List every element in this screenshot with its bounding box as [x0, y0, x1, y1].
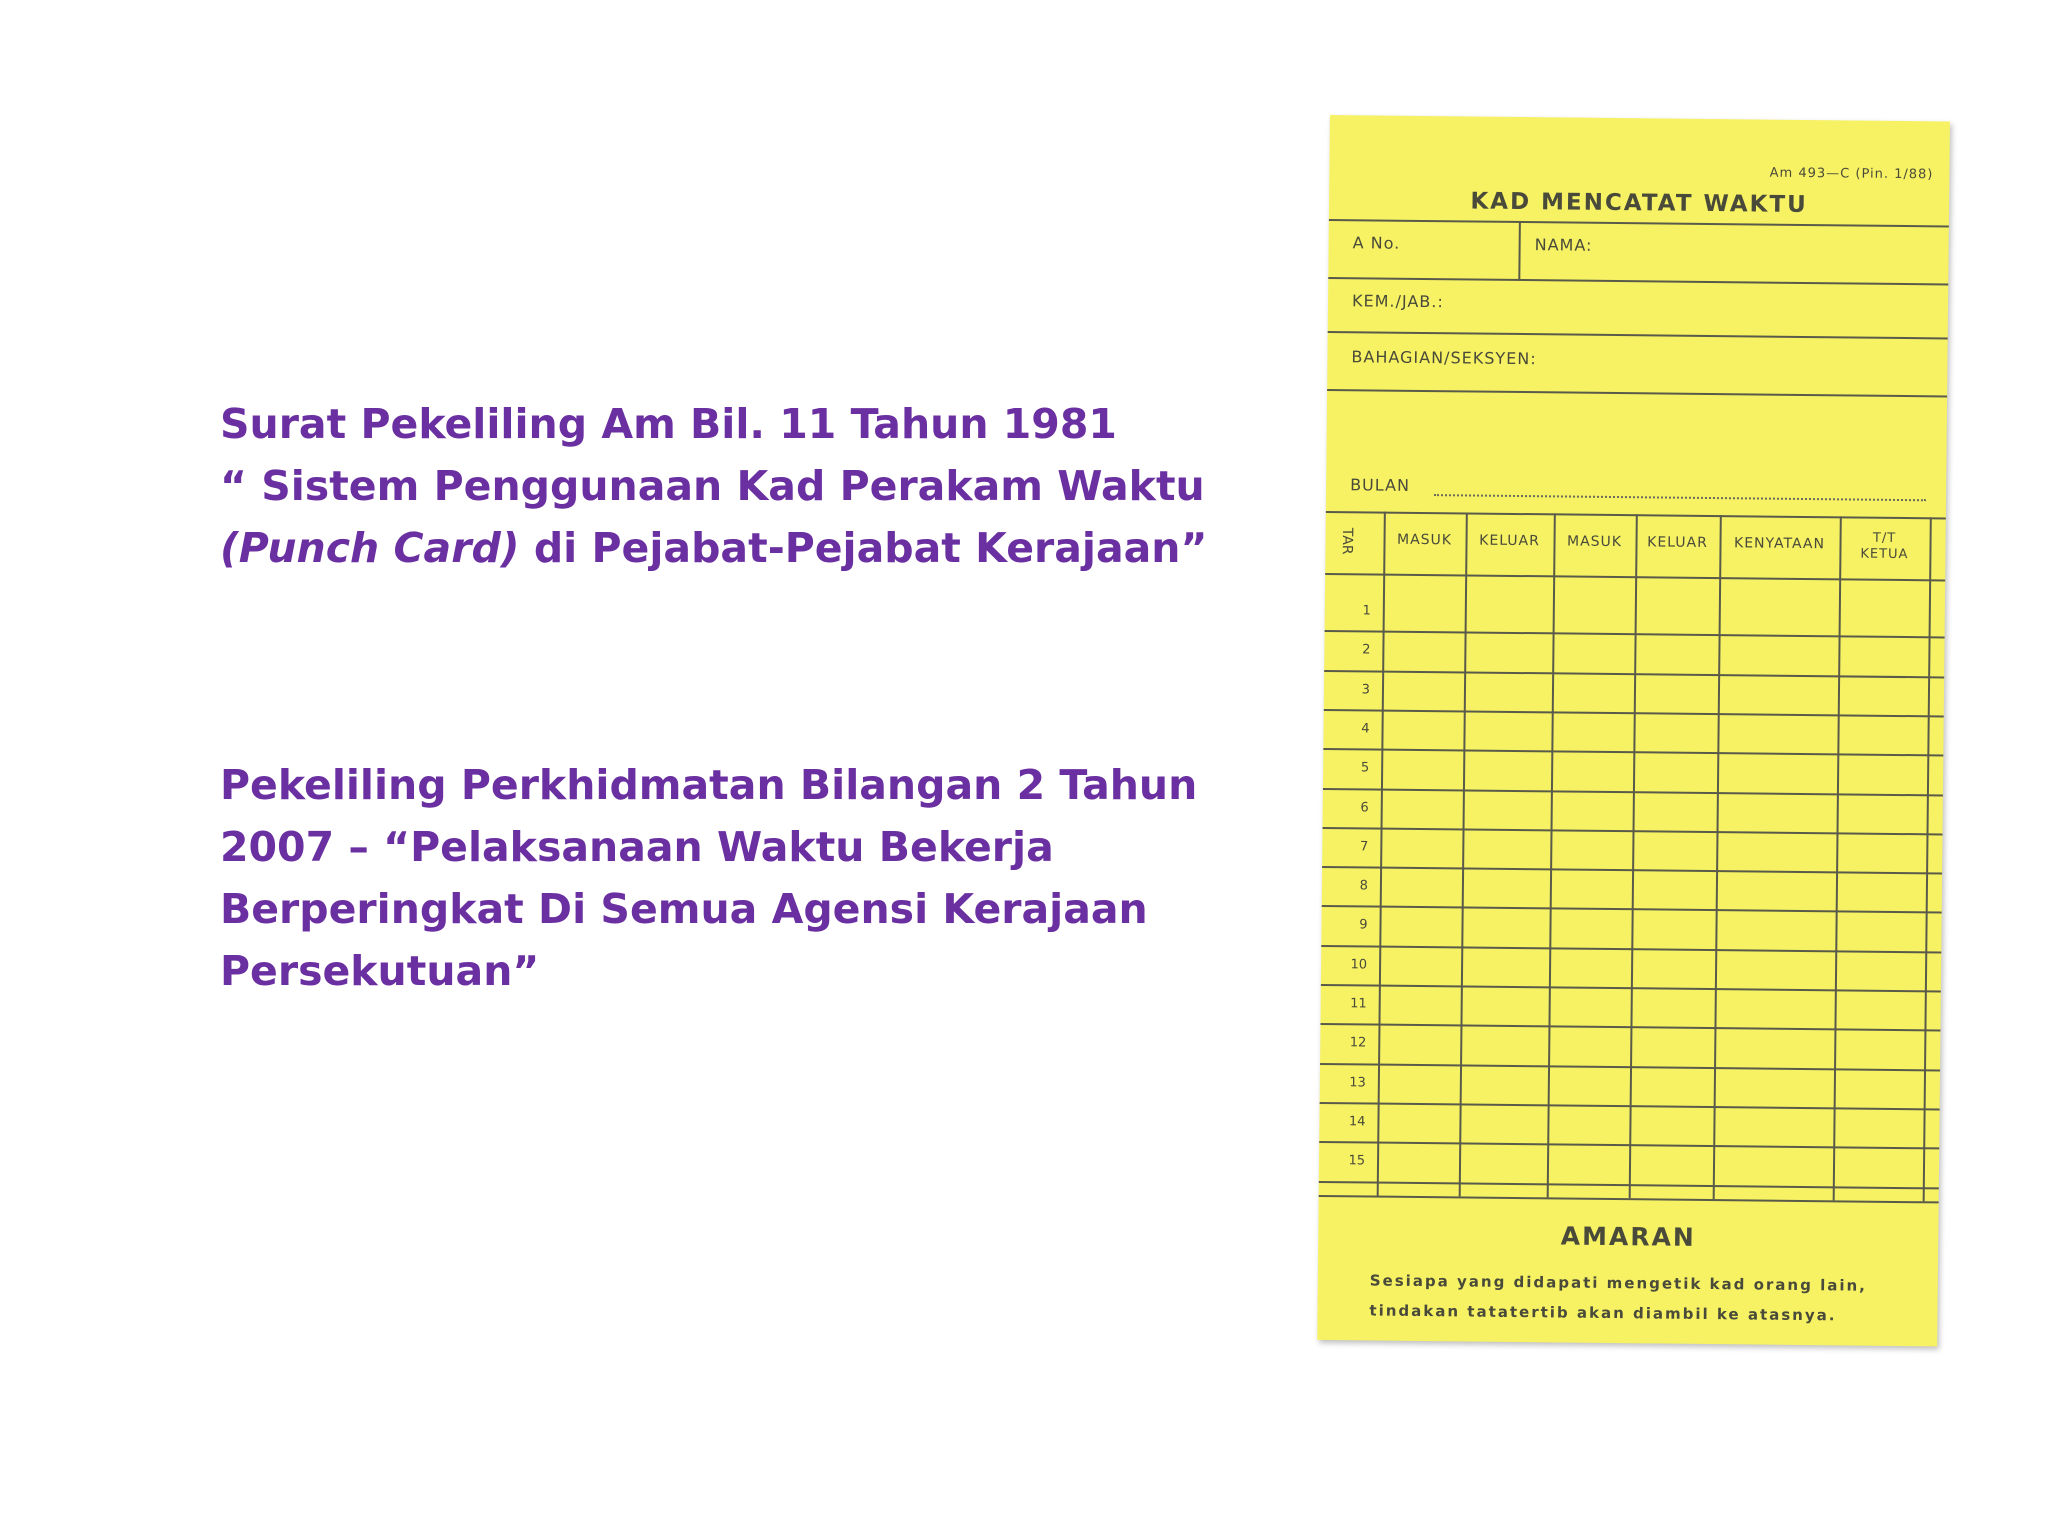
circular-1981-text: [220, 393, 1207, 579]
form-reference: Am 493—C (Pin. 1/88): [1769, 165, 1934, 183]
grid-column-line: [1833, 516, 1842, 1200]
circular-2007-line4: Persekutuan”: [220, 947, 540, 995]
row-number: 9: [1359, 917, 1368, 933]
grid-column-line: [1547, 513, 1556, 1197]
col-header-keluar-1: KELUAR: [1479, 532, 1540, 550]
time-card-image: [1317, 115, 1950, 1346]
col-header-kenyataan: KENYATAAN: [1733, 535, 1826, 553]
row-number: 12: [1349, 1035, 1367, 1051]
warning-title: AMARAN: [1560, 1221, 1696, 1252]
col-header-ketua: KETUA: [1860, 546, 1909, 563]
grid-column-line: [1923, 517, 1932, 1201]
circular-2007-line2: 2007 – “Pelaksanaan Waktu Bekerja: [220, 823, 1054, 871]
col-header-tt-ketua: [1839, 530, 1929, 563]
row-number: 8: [1359, 878, 1369, 894]
row-number: 2: [1362, 642, 1371, 658]
row-number: 13: [1349, 1074, 1366, 1091]
grid-column-line: [1459, 512, 1468, 1196]
field-a-no: A No.: [1352, 233, 1401, 253]
warning-text-line1: Sesiapa yang didapati mengetik kad orang lain,: [1369, 1271, 1867, 1295]
row-number: 3: [1361, 681, 1371, 698]
row-number: 7: [1359, 839, 1369, 855]
row-number: 4: [1361, 721, 1370, 737]
row-number: 14: [1348, 1114, 1366, 1130]
bulan-dotted-line: [1434, 494, 1926, 501]
divider: [1328, 277, 1948, 285]
field-kem-jab: KEM./JAB.:: [1351, 291, 1444, 312]
circular-1981-title: Surat Pekeliling Am Bil. 11 Tahun 1981: [220, 400, 1117, 448]
col-header-masuk-2: MASUK: [1566, 533, 1623, 551]
grid-column-line: [1713, 515, 1722, 1199]
field-bulan: BULAN: [1350, 475, 1411, 495]
divider: [1518, 221, 1521, 279]
row-number: 6: [1360, 799, 1369, 815]
row-number: 1: [1362, 603, 1371, 619]
row-number: 11: [1350, 996, 1367, 1012]
card-title: KAD MENCATAT WAKTU: [1470, 188, 1808, 219]
divider: [1329, 219, 1949, 227]
punch-card-term: (Punch Card): [220, 524, 520, 572]
col-header-masuk-1: MASUK: [1396, 531, 1453, 549]
field-nama: NAMA:: [1534, 235, 1593, 255]
circular-2007-line3: Berperingkat Di Semua Agensi Kerajaan: [220, 885, 1148, 933]
grid-column-line: [1377, 512, 1386, 1196]
row-number: 15: [1348, 1153, 1366, 1169]
circular-1981-subject-rest: di Pejabat-Pejabat Kerajaan”: [519, 524, 1208, 572]
col-header-tar: TAR: [1338, 527, 1356, 555]
divider: [1327, 389, 1947, 397]
row-number: 5: [1360, 760, 1370, 776]
field-bahagian: BAHAGIAN/SEKSYEN:: [1351, 347, 1537, 369]
col-header-keluar-2: KELUAR: [1647, 534, 1708, 551]
circular-1981-subject-line2: [220, 517, 1207, 579]
divider: [1328, 331, 1948, 339]
circular-2007-line1: Pekeliling Perkhidmatan Bilangan 2 Tahun: [220, 761, 1198, 809]
circular-1981-subject-line1: “ Sistem Penggunaan Kad Perakam Waktu: [220, 462, 1205, 510]
row-number: 10: [1350, 956, 1368, 973]
circular-2007-text: [220, 754, 1197, 1002]
col-header-tt: T/T: [1872, 530, 1897, 546]
warning-text-line2: tindakan tatatertib akan diambil ke atasnya.: [1369, 1301, 1837, 1325]
grid-column-line: [1629, 514, 1638, 1198]
